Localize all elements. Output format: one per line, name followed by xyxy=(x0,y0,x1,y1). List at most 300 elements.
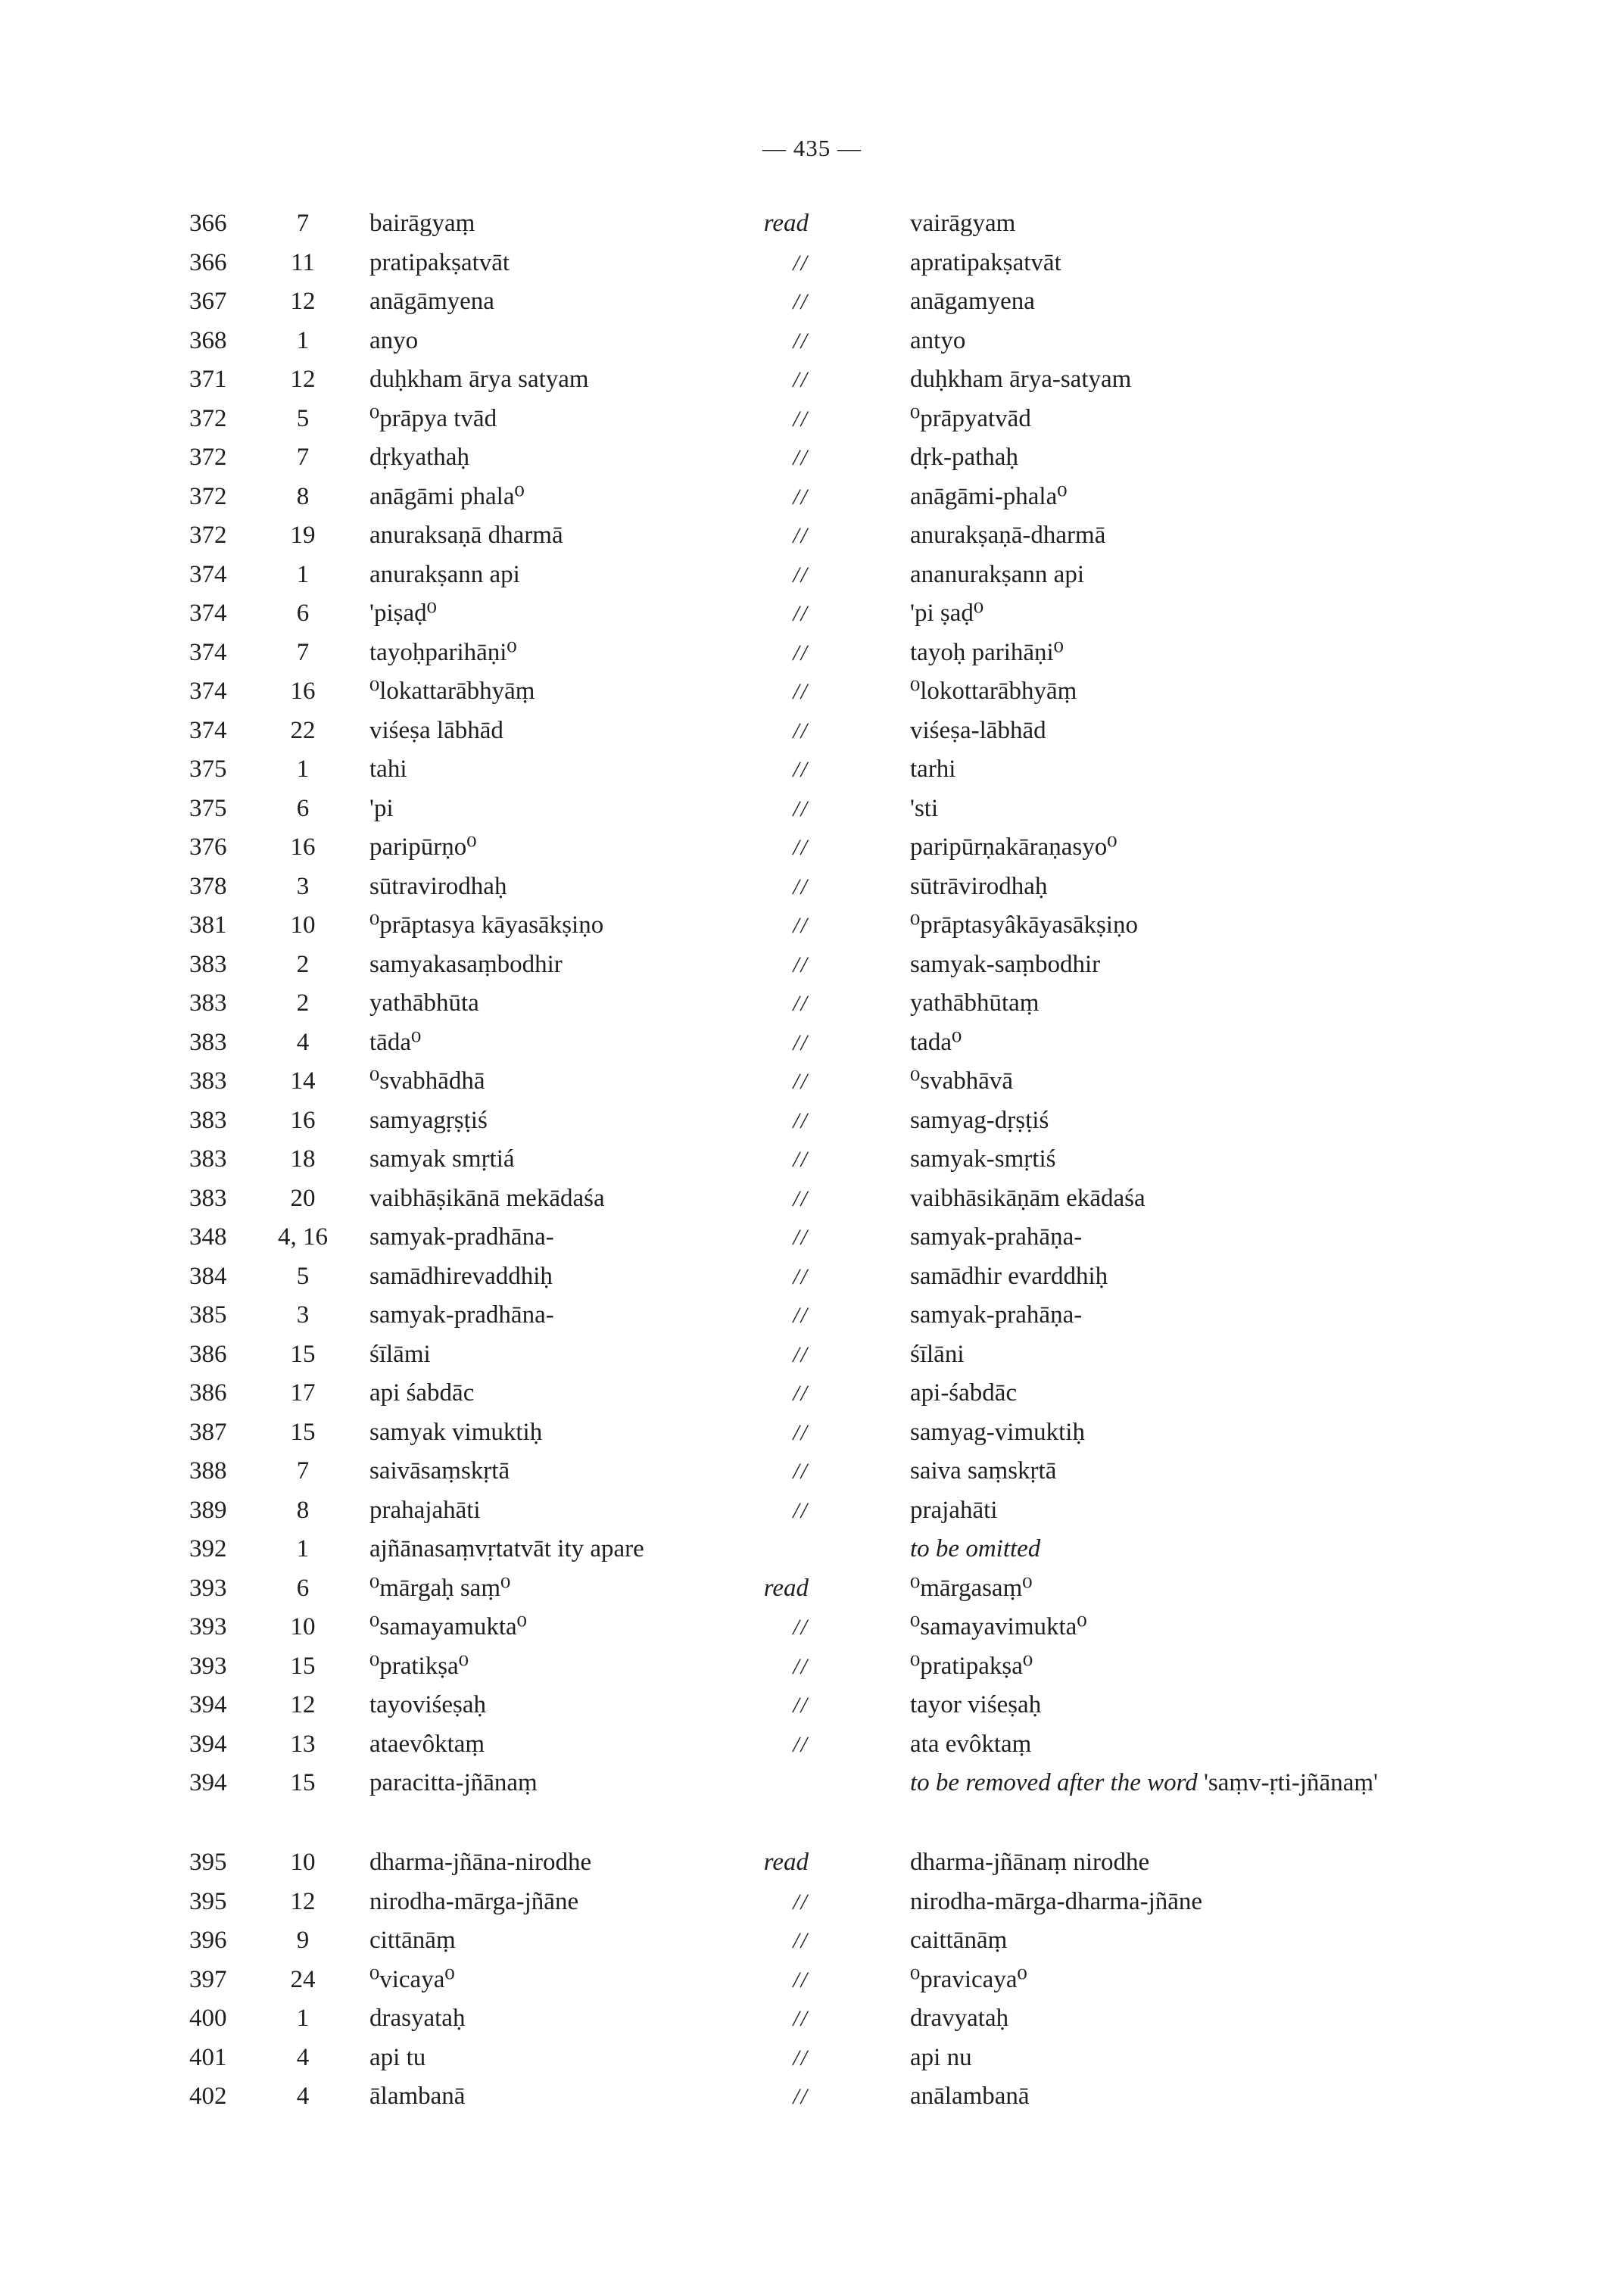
errata-page-number: 395 xyxy=(189,1887,227,1915)
errata-read-mark: // xyxy=(793,1419,809,1445)
errata-wrong-reading: anuraksaṇā dharmā xyxy=(369,522,563,549)
errata-correct-reading xyxy=(910,1140,1432,1179)
errata-wrong-reading: bairāgyaṃ xyxy=(369,210,475,237)
errata-correct-text: dravyataḥ xyxy=(910,2005,1009,2032)
errata-line-number: 7 xyxy=(296,210,310,237)
errata-correct-text: api nu xyxy=(910,2043,972,2071)
errata-wrong-reading: samyak smṛtiá xyxy=(369,1145,515,1173)
errata-page-number: 394 xyxy=(189,1730,227,1758)
errata-page-number: 374 xyxy=(189,716,227,744)
errata-page-number: 385 xyxy=(189,1301,227,1329)
errata-wrong-reading: api tu xyxy=(369,2043,426,2071)
errata-read-mark: // xyxy=(793,718,809,743)
errata-wrong-reading: 'piṣaḍ⁰ xyxy=(369,600,437,627)
errata-page-number: 372 xyxy=(189,444,227,471)
errata-line-number: 16 xyxy=(290,678,316,705)
errata-line-number: 1 xyxy=(296,1535,310,1562)
errata-read-mark: // xyxy=(793,2084,809,2109)
errata-correct-text: tada⁰ xyxy=(910,1028,962,1056)
errata-read-mark: // xyxy=(793,757,809,782)
errata-correct-reading xyxy=(910,1101,1432,1141)
errata-wrong-reading: dṛkyathaḥ xyxy=(369,444,469,471)
errata-row xyxy=(189,204,1423,244)
errata-read-mark: // xyxy=(793,874,809,899)
errata-line-number: 5 xyxy=(296,404,310,432)
errata-page-number: 374 xyxy=(189,638,227,666)
errata-page-number: 372 xyxy=(189,482,227,510)
errata-correct-reading xyxy=(910,672,1432,712)
errata-line-number: 16 xyxy=(290,833,316,861)
errata-line-number: 9 xyxy=(296,1927,310,1954)
errata-correct-text: dṛk-pathaḥ xyxy=(910,444,1018,471)
errata-correct-text: ⁰pratipakṣa⁰ xyxy=(910,1652,1033,1680)
errata-correct-text: ⁰pravicaya⁰ xyxy=(910,1965,1027,1993)
errata-row xyxy=(189,1062,1423,1101)
errata-page-number: 393 xyxy=(189,1574,227,1602)
errata-line-number: 2 xyxy=(296,950,310,978)
errata-correct-reading xyxy=(910,438,1432,478)
errata-wrong-reading: ⁰lokattarābhyāṃ xyxy=(369,678,535,705)
errata-read-mark: // xyxy=(793,796,809,821)
errata-row xyxy=(189,2077,1423,2117)
errata-correct-reading xyxy=(910,906,1432,946)
errata-read-mark: // xyxy=(793,835,809,860)
page-number: — 435 — xyxy=(762,135,862,161)
errata-wrong-reading: prahajahāti xyxy=(369,1496,481,1524)
errata-table xyxy=(189,204,1423,2117)
errata-page-number: 366 xyxy=(189,248,227,276)
errata-line-number: 6 xyxy=(296,600,310,627)
errata-page-number: 366 xyxy=(189,210,227,237)
errata-correct-quote: 'saṃv-ṛti-jñānaṃ' xyxy=(1203,1769,1378,1796)
errata-line-number: 8 xyxy=(296,1496,310,1524)
errata-correct-reading xyxy=(910,1961,1432,2000)
errata-page-number: 401 xyxy=(189,2043,227,2071)
errata-read-mark: // xyxy=(793,445,809,470)
errata-wrong-reading: samyak-pradhāna- xyxy=(369,1223,554,1251)
errata-correct-text: caittānāṃ xyxy=(910,1927,1008,1954)
errata-page-number: 374 xyxy=(189,560,227,588)
errata-wrong-reading: tayoḥparihāṇi⁰ xyxy=(369,638,517,666)
errata-correct-text: tayoḥ parihāṇi⁰ xyxy=(910,638,1064,666)
errata-row xyxy=(189,1023,1423,1063)
errata-wrong-reading: śīlāmi xyxy=(369,1340,431,1368)
errata-correct-reading xyxy=(910,244,1432,283)
errata-correct-text: samyak-prahāṇa- xyxy=(910,1223,1083,1251)
errata-row xyxy=(189,868,1423,907)
errata-row xyxy=(189,1374,1423,1413)
errata-line-number: 12 xyxy=(290,288,316,315)
errata-correct-reading xyxy=(910,1335,1432,1375)
errata-read-mark: // xyxy=(793,1693,809,1718)
errata-correct-reading xyxy=(910,1686,1432,1725)
errata-line-number: 16 xyxy=(290,1106,316,1134)
errata-row xyxy=(189,1921,1423,1961)
errata-read-mark: // xyxy=(793,250,809,276)
errata-read-mark: // xyxy=(793,1381,809,1406)
errata-wrong-reading: ⁰vicaya⁰ xyxy=(369,1965,455,1993)
errata-wrong-reading: nirodha-mārga-jñāne xyxy=(369,1887,579,1915)
errata-correct-text: dharma-jñānaṃ nirodhe xyxy=(910,1849,1150,1876)
errata-row xyxy=(189,1999,1423,2039)
errata-correct-reading xyxy=(910,556,1432,595)
errata-row xyxy=(189,322,1423,361)
errata-row xyxy=(189,1101,1423,1141)
errata-line-number: 10 xyxy=(290,911,316,939)
errata-correct-text: ⁰prāptasyâkāyasākṣiṇo xyxy=(910,911,1138,939)
errata-line-number: 18 xyxy=(290,1145,316,1173)
errata-page-number: 387 xyxy=(189,1418,227,1446)
errata-correct-reading xyxy=(910,750,1432,790)
errata-read-mark: // xyxy=(793,328,809,354)
errata-read-mark: // xyxy=(793,1459,809,1484)
errata-page-number: 383 xyxy=(189,1028,227,1056)
errata-correct-reading xyxy=(910,1843,1432,1883)
errata-wrong-reading: ⁰prāptasya kāyasākṣiṇo xyxy=(369,911,604,939)
errata-read-mark: // xyxy=(793,913,809,938)
errata-page-number: 378 xyxy=(189,872,227,900)
errata-row xyxy=(189,750,1423,790)
errata-row xyxy=(189,1843,1423,1883)
errata-read-mark: // xyxy=(793,1030,809,1055)
errata-correct-text: ata evôktaṃ xyxy=(910,1730,1032,1758)
errata-page-number: 375 xyxy=(189,794,227,822)
errata-correct-text: viśeṣa-lābhād xyxy=(910,716,1046,744)
errata-row xyxy=(189,1725,1423,1765)
errata-correct-reading xyxy=(910,1608,1432,1647)
errata-row xyxy=(189,1335,1423,1375)
errata-correct-reading xyxy=(910,2039,1432,2078)
errata-read-mark: read xyxy=(763,1849,809,1876)
errata-line-number: 3 xyxy=(296,1301,310,1329)
errata-read-mark: // xyxy=(793,1731,809,1757)
errata-row xyxy=(189,1140,1423,1179)
errata-correct-reading xyxy=(910,2077,1432,2117)
errata-wrong-reading: ⁰prāpya tvād xyxy=(369,404,497,432)
errata-wrong-reading: viśeṣa lābhād xyxy=(369,716,503,744)
errata-correct-reading xyxy=(910,1883,1432,1922)
errata-page-number: 376 xyxy=(189,833,227,861)
errata-correct-text: anāgamyena xyxy=(910,288,1035,315)
errata-line-number: 20 xyxy=(290,1184,316,1212)
errata-read-mark: // xyxy=(793,991,809,1016)
errata-line-number: 8 xyxy=(296,482,310,510)
errata-correct-text: samyak-saṃbodhir xyxy=(910,950,1101,978)
errata-correct-text: prajahāti xyxy=(910,1496,998,1524)
errata-read-mark: // xyxy=(793,406,809,431)
errata-correct-text: ⁰svabhāvā xyxy=(910,1067,1014,1095)
errata-correct-text: ⁰samayavimukta⁰ xyxy=(910,1613,1087,1640)
errata-wrong-reading: duḥkham ārya satyam xyxy=(369,366,589,393)
errata-read-mark: // xyxy=(793,1263,809,1289)
errata-correct-reading xyxy=(910,984,1432,1023)
errata-correct-reading xyxy=(910,946,1432,985)
errata-read-mark: // xyxy=(793,1615,809,1640)
errata-wrong-reading: samyagṛṣṭiś xyxy=(369,1106,488,1134)
errata-row xyxy=(189,1179,1423,1219)
errata-wrong-reading: anyo xyxy=(369,326,419,354)
errata-line-number: 15 xyxy=(290,1652,316,1680)
errata-wrong-reading: samyak vimuktiḥ xyxy=(369,1418,543,1446)
errata-page-number: 383 xyxy=(189,1145,227,1173)
errata-wrong-reading: tāda⁰ xyxy=(369,1028,422,1056)
errata-row xyxy=(189,1257,1423,1297)
errata-correct-text: tarhi xyxy=(910,756,956,783)
errata-correct-reading xyxy=(910,1023,1432,1063)
errata-read-mark: // xyxy=(793,1653,809,1679)
errata-wrong-reading: api śabdāc xyxy=(369,1379,475,1407)
errata-wrong-reading: ālambanā xyxy=(369,2083,466,2110)
errata-row xyxy=(189,478,1423,517)
errata-wrong-reading: ⁰svabhādhā xyxy=(369,1067,485,1095)
errata-line-number: 22 xyxy=(290,716,316,744)
errata-row xyxy=(189,672,1423,712)
errata-read-mark: // xyxy=(793,523,809,548)
errata-correct-reading xyxy=(910,1413,1432,1453)
errata-read-mark: // xyxy=(793,1069,809,1094)
errata-line-number: 17 xyxy=(290,1379,316,1407)
errata-correct-reading xyxy=(910,1257,1432,1297)
errata-wrong-reading: sūtravirodhaḥ xyxy=(369,872,507,900)
errata-read-mark: read xyxy=(763,1574,809,1602)
errata-page-number: 381 xyxy=(189,911,227,939)
errata-line-number: 2 xyxy=(296,989,310,1017)
errata-row xyxy=(189,556,1423,595)
errata-row xyxy=(189,594,1423,634)
errata-line-number: 5 xyxy=(296,1262,310,1290)
errata-correct-reading xyxy=(910,712,1432,751)
errata-wrong-reading: ⁰pratikṣa⁰ xyxy=(369,1652,469,1680)
errata-row xyxy=(189,1883,1423,1922)
errata-line-number: 10 xyxy=(290,1849,316,1876)
errata-read-mark: // xyxy=(793,1185,809,1211)
errata-page-number: 383 xyxy=(189,1184,227,1212)
errata-read-mark: // xyxy=(793,601,809,626)
errata-read-mark: // xyxy=(793,1108,809,1133)
errata-row xyxy=(189,984,1423,1023)
errata-row xyxy=(189,1961,1423,2000)
errata-wrong-reading: ajñānasaṃvṛtatvāt ity apare xyxy=(369,1535,644,1562)
errata-line-number: 3 xyxy=(296,872,310,900)
errata-correct-text: samyag-dṛṣṭiś xyxy=(910,1106,1049,1134)
errata-line-number: 10 xyxy=(290,1613,316,1640)
errata-row xyxy=(189,828,1423,868)
errata-wrong-reading: anurakṣann api xyxy=(369,560,520,588)
errata-line-number: 1 xyxy=(296,326,310,354)
errata-correct-reading xyxy=(910,360,1432,400)
errata-row xyxy=(189,1608,1423,1647)
errata-correct-reading xyxy=(910,1530,1432,1569)
errata-correct-text: samyak-smṛtiś xyxy=(910,1145,1056,1173)
errata-line-number: 15 xyxy=(290,1769,316,1796)
errata-row xyxy=(189,946,1423,985)
errata-line-number: 4 xyxy=(296,1028,310,1056)
errata-line-number: 13 xyxy=(290,1730,316,1758)
errata-line-number: 1 xyxy=(296,560,310,588)
errata-correct-text: samyak-prahāṇa- xyxy=(910,1301,1083,1329)
errata-wrong-reading: cittānāṃ xyxy=(369,1927,456,1954)
errata-read-mark: // xyxy=(793,1497,809,1523)
errata-line-number: 19 xyxy=(290,522,316,549)
errata-read-mark: // xyxy=(793,640,809,665)
errata-line-number: 15 xyxy=(290,1340,316,1368)
errata-line-number: 4 xyxy=(296,2043,310,2071)
errata-row xyxy=(189,282,1423,322)
errata-read-mark: // xyxy=(793,1928,809,1953)
errata-row xyxy=(189,712,1423,751)
errata-correct-text: 'sti xyxy=(910,794,939,822)
errata-correct-reading xyxy=(910,634,1432,673)
errata-correct-text: anurakṣaṇā-dharmā xyxy=(910,522,1106,549)
errata-page-number: 383 xyxy=(189,1106,227,1134)
errata-correct-reading xyxy=(910,594,1432,634)
errata-row xyxy=(189,790,1423,829)
errata-wrong-reading: tahi xyxy=(369,756,407,783)
errata-correct-text: anāgāmi-phala⁰ xyxy=(910,482,1068,510)
errata-correct-reading xyxy=(910,1921,1432,1961)
errata-read-mark: // xyxy=(793,2045,809,2070)
errata-correct-text: apratipakṣatvāt xyxy=(910,248,1061,276)
errata-wrong-reading: samyak-pradhāna- xyxy=(369,1301,554,1329)
errata-correct-text: vaibhāsikāṇām ekādaśa xyxy=(910,1184,1146,1212)
errata-line-number: 7 xyxy=(296,638,310,666)
errata-read-mark: // xyxy=(793,1967,809,1992)
errata-read-mark: // xyxy=(793,952,809,977)
errata-row xyxy=(189,1686,1423,1725)
errata-line-number: 7 xyxy=(296,1457,310,1485)
errata-correct-reading xyxy=(910,1452,1432,1491)
errata-page-number: 383 xyxy=(189,989,227,1017)
errata-page-number: 397 xyxy=(189,1965,227,1993)
errata-correct-text: 'pi ṣaḍ⁰ xyxy=(910,600,984,627)
errata-read-mark: read xyxy=(763,210,809,237)
errata-row xyxy=(189,1218,1423,1257)
errata-correct-text: śīlāni xyxy=(910,1340,965,1368)
errata-correct-text: to be removed after the word xyxy=(910,1769,1198,1796)
errata-wrong-reading: paracitta-jñānaṃ xyxy=(369,1769,538,1796)
errata-read-mark: // xyxy=(793,1147,809,1172)
errata-page-number: 392 xyxy=(189,1535,227,1562)
errata-page-number: 386 xyxy=(189,1379,227,1407)
errata-row xyxy=(189,634,1423,673)
errata-row xyxy=(189,1491,1423,1531)
errata-wrong-reading: anāgāmyena xyxy=(369,288,494,315)
errata-line-number: 7 xyxy=(296,444,310,471)
errata-page-number: 386 xyxy=(189,1340,227,1368)
errata-correct-reading xyxy=(910,282,1432,322)
errata-correct-text: to be omitted xyxy=(910,1535,1041,1562)
errata-wrong-reading: drasyataḥ xyxy=(369,2005,466,2032)
errata-page-number: 383 xyxy=(189,950,227,978)
errata-correct-reading xyxy=(910,400,1432,439)
errata-page-number: 393 xyxy=(189,1613,227,1640)
errata-row xyxy=(189,438,1423,478)
errata-correct-text: ⁰lokottarābhyāṃ xyxy=(910,678,1077,705)
errata-correct-text: samyag-vimuktiḥ xyxy=(910,1418,1085,1446)
errata-read-mark: // xyxy=(793,1303,809,1328)
errata-wrong-reading: ⁰samayamukta⁰ xyxy=(369,1613,527,1640)
errata-page-number: 348 xyxy=(189,1223,227,1251)
errata-correct-text: anālambanā xyxy=(910,2083,1030,2110)
errata-row xyxy=(189,360,1423,400)
errata-page-number: 372 xyxy=(189,404,227,432)
errata-page-number: 374 xyxy=(189,678,227,705)
errata-row xyxy=(189,1530,1423,1569)
errata-page-number: 371 xyxy=(189,366,227,393)
errata-row xyxy=(189,1296,1423,1335)
errata-correct-reading xyxy=(910,322,1432,361)
errata-correct-text: nirodha-mārga-dharma-jñāne xyxy=(910,1887,1203,1915)
errata-correct-text: ⁰prāpyatvād xyxy=(910,404,1031,432)
errata-line-number: 4, 16 xyxy=(278,1223,328,1251)
errata-wrong-reading: samyakasaṃbodhir xyxy=(369,950,563,978)
errata-correct-reading xyxy=(910,1569,1432,1609)
errata-wrong-reading: dharma-jñāna-nirodhe xyxy=(369,1849,592,1876)
errata-correct-reading xyxy=(910,828,1432,868)
errata-read-mark: // xyxy=(793,679,809,704)
errata-correct-reading xyxy=(910,1764,1432,1803)
errata-page-number: 374 xyxy=(189,600,227,627)
errata-correct-reading xyxy=(910,204,1432,244)
errata-row xyxy=(189,1569,1423,1609)
errata-row xyxy=(189,1452,1423,1491)
errata-read-mark: // xyxy=(793,1341,809,1367)
errata-line-number: 1 xyxy=(296,2005,310,2032)
errata-page-number: 383 xyxy=(189,1067,227,1095)
errata-correct-text: saiva saṃskṛtā xyxy=(910,1457,1057,1485)
errata-correct-text: api-śabdāc xyxy=(910,1379,1018,1407)
errata-line-number: 6 xyxy=(296,1574,310,1602)
errata-wrong-reading: ataevôktaṃ xyxy=(369,1730,485,1758)
errata-line-number: 1 xyxy=(296,756,310,783)
errata-read-mark: // xyxy=(793,1889,809,1914)
errata-correct-reading xyxy=(910,1179,1432,1219)
errata-correct-reading xyxy=(910,478,1432,517)
errata-row xyxy=(189,2039,1423,2078)
errata-correct-reading xyxy=(910,1999,1432,2039)
errata-correct-reading xyxy=(910,516,1432,556)
errata-line-number: 6 xyxy=(296,794,310,822)
errata-row xyxy=(189,400,1423,439)
errata-line-number: 12 xyxy=(290,1887,316,1915)
errata-row xyxy=(189,1764,1423,1842)
errata-read-mark: // xyxy=(793,2006,809,2031)
errata-page-number: 394 xyxy=(189,1691,227,1718)
errata-correct-text: vairāgyam xyxy=(910,210,1016,237)
errata-wrong-reading: tayoviśeṣaḥ xyxy=(369,1691,486,1718)
errata-page-number: 402 xyxy=(189,2083,227,2110)
errata-wrong-reading: saivāsaṃskṛtā xyxy=(369,1457,510,1485)
errata-page-number: 400 xyxy=(189,2005,227,2032)
errata-page-number: 367 xyxy=(189,288,227,315)
errata-line-number: 12 xyxy=(290,1691,316,1718)
errata-line-number: 4 xyxy=(296,2083,310,2110)
errata-correct-reading xyxy=(910,1491,1432,1531)
errata-line-number: 24 xyxy=(290,1965,316,1993)
errata-correct-text: samādhir evarddhiḥ xyxy=(910,1262,1108,1290)
errata-read-mark: // xyxy=(793,562,809,587)
errata-line-number: 11 xyxy=(291,248,315,276)
errata-correct-reading xyxy=(910,1218,1432,1257)
errata-correct-reading xyxy=(910,1725,1432,1765)
errata-wrong-reading: yathābhūta xyxy=(369,989,479,1017)
errata-row xyxy=(189,1647,1423,1687)
errata-correct-reading xyxy=(910,868,1432,907)
errata-row xyxy=(189,244,1423,283)
errata-wrong-reading: pratipakṣatvāt xyxy=(369,248,510,276)
errata-page-number: 389 xyxy=(189,1496,227,1524)
errata-wrong-reading: ⁰mārgaḥ saṃ⁰ xyxy=(369,1574,511,1602)
